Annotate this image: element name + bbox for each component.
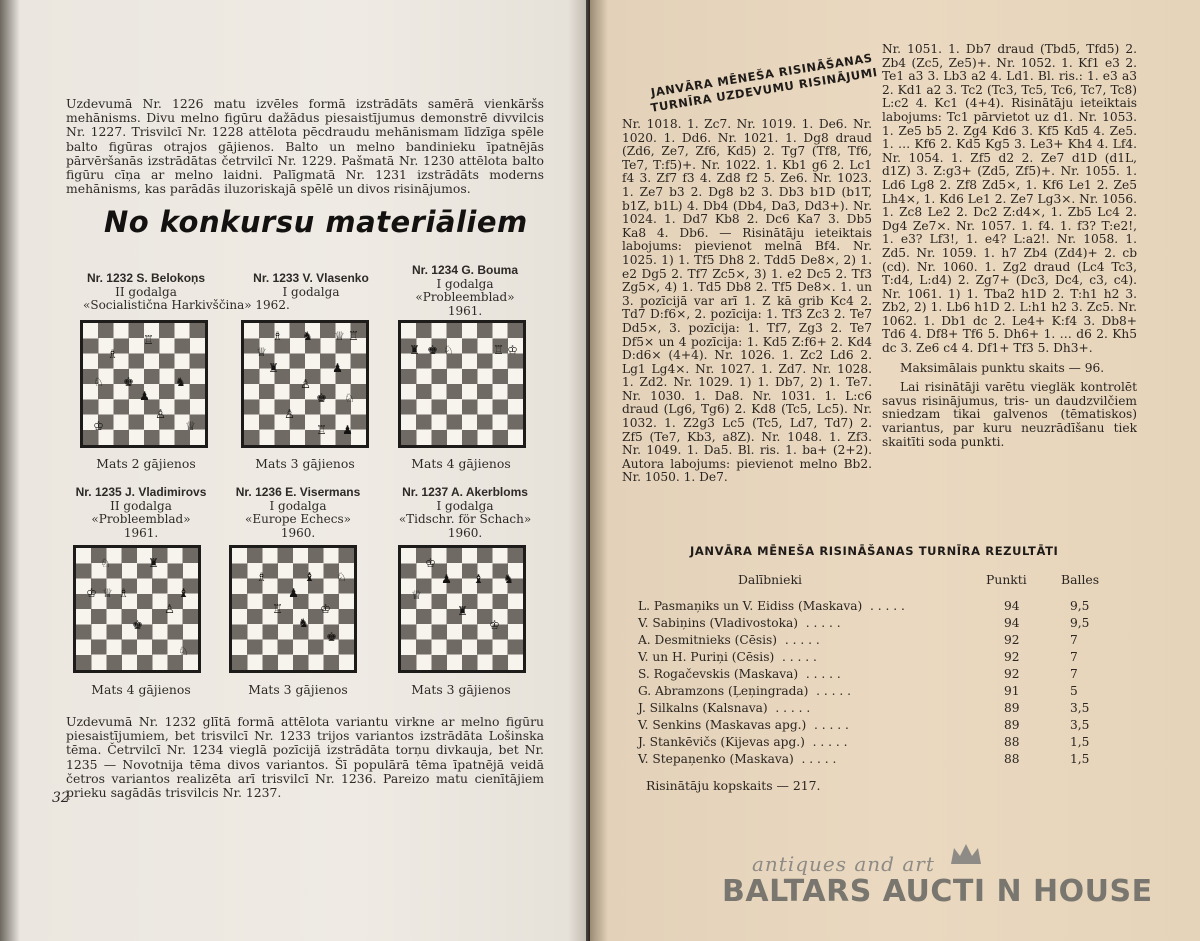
chess-piece-icon: ♝ bbox=[178, 586, 189, 600]
crown-icon bbox=[948, 840, 984, 868]
chess-piece-icon: ♞ bbox=[302, 329, 313, 343]
problem-source: «Probleemblad» 1961. bbox=[91, 512, 191, 540]
advice-paragraph: Lai risinātāji varētu viegläk kontrolēt savus risinājumus, tris- un daudzvilčiem sniedzam tikai galvenos (tēmatiskos) variantus, par kuru neuzrādīšanu tiek skaitīti soda punkti. bbox=[882, 380, 1137, 449]
max-points: Maksimālais punktu skaits — 96. bbox=[900, 360, 1105, 375]
chess-piece-icon: ♙ bbox=[300, 377, 311, 391]
chess-piece-icon: ♔ bbox=[489, 618, 500, 632]
results-col-balls: Balles bbox=[1061, 572, 1100, 587]
results-col-points: Punkti bbox=[986, 572, 1027, 587]
chess-piece-icon: ♝ bbox=[473, 572, 484, 586]
results-points: 88 bbox=[1004, 752, 1020, 766]
chess-piece-icon: ♟ bbox=[288, 586, 299, 600]
results-points: 91 bbox=[1004, 684, 1020, 698]
results-row bbox=[638, 718, 1098, 734]
problem-source: «Probleemblad» 1961. bbox=[415, 290, 515, 318]
chessboard-1236 bbox=[229, 545, 357, 673]
problem-1232-header bbox=[61, 271, 290, 313]
results-balls: 7 bbox=[1070, 667, 1078, 681]
chess-piece-icon: ♞ bbox=[503, 572, 514, 586]
chess-piece-icon: ♗ bbox=[256, 570, 267, 584]
chess-piece-icon: ♕ bbox=[102, 586, 113, 600]
problem-prize: I godalga bbox=[436, 498, 494, 513]
chess-piece-icon: ♖ bbox=[316, 423, 327, 437]
chess-piece-icon: ♖ bbox=[348, 329, 359, 343]
results-points: 89 bbox=[1004, 718, 1020, 732]
problem-1235-caption: Mats 4 gājienos bbox=[91, 682, 191, 697]
results-balls: 3,5 bbox=[1070, 701, 1090, 715]
results-name: V. un H. Puriņi (Cēsis) . . . . . bbox=[638, 650, 817, 664]
chess-piece-icon: ♕ bbox=[411, 588, 422, 602]
solutions-heading: JANVĀRA MĒNEŠA RISINĀŠANAS TURNĪRA UZDEVUMU RISINĀJUMI bbox=[649, 50, 879, 115]
chess-piece-icon: ♚ bbox=[427, 343, 438, 357]
results-name: G. Abramzons (Ļeņingrada) . . . . . bbox=[638, 684, 852, 698]
results-heading: JANVĀRA MĒNEŠA RISINĀŠANAS TURNĪRA REZULTĀTI bbox=[690, 544, 1059, 558]
chess-piece-icon: ♗ bbox=[107, 347, 118, 361]
results-points: 94 bbox=[1004, 599, 1020, 613]
chess-piece-icon: ♙ bbox=[284, 407, 295, 421]
problem-title: Nr. 1233 V. Vlasenko bbox=[253, 271, 369, 285]
results-balls: 7 bbox=[1070, 650, 1078, 664]
results-row bbox=[638, 633, 1098, 649]
chess-piece-icon: ♟ bbox=[332, 361, 343, 375]
chess-piece-icon: ♗ bbox=[118, 586, 129, 600]
results-balls: 1,5 bbox=[1070, 735, 1090, 749]
results-points: 92 bbox=[1004, 650, 1020, 664]
chess-piece-icon: ♘ bbox=[443, 343, 454, 357]
chess-piece-icon: ♘ bbox=[344, 391, 355, 405]
problem-prize: I godalga bbox=[436, 276, 494, 291]
chess-piece-icon: ♕ bbox=[334, 329, 345, 343]
results-row bbox=[638, 701, 1098, 717]
problem-prize: I godalga bbox=[269, 498, 327, 513]
results-balls: 5 bbox=[1070, 684, 1078, 698]
results-col-participants: Dalībnieki bbox=[738, 572, 802, 587]
problem-title: Nr. 1235 J. Vladimirovs bbox=[75, 485, 207, 499]
results-points: 92 bbox=[1004, 667, 1020, 681]
chess-piece-icon: ♟ bbox=[342, 423, 353, 437]
results-row bbox=[638, 752, 1098, 768]
results-name: V. Stepaņenko (Maskava) . . . . . bbox=[638, 752, 837, 766]
results-name: S. Rogačevskis (Maskava) . . . . . bbox=[638, 667, 841, 681]
chess-piece-icon: ♚ bbox=[326, 630, 337, 644]
results-row bbox=[638, 650, 1098, 666]
problem-1234-header bbox=[380, 264, 550, 318]
chess-piece-icon: ♙ bbox=[164, 602, 175, 616]
results-row bbox=[638, 667, 1098, 683]
chessboard-1233 bbox=[241, 320, 369, 448]
problem-title: Nr. 1234 G. Bouma bbox=[411, 263, 519, 277]
problem-1232-caption: Mats 2 gājienos bbox=[96, 456, 196, 471]
results-name: L. Pasmaņiks un V. Eidiss (Maskava) . . . . . bbox=[638, 599, 905, 613]
problem-prize: II godalga bbox=[110, 498, 172, 513]
chessboard-1232 bbox=[80, 320, 208, 448]
results-points: 94 bbox=[1004, 616, 1020, 630]
results-name: A. Desmitnieks (Cēsis) . . . . . bbox=[638, 633, 820, 647]
results-name: J. Silkalns (Kalsnava) . . . . . bbox=[638, 701, 811, 715]
problem-title: Nr. 1237 A. Akerbloms bbox=[402, 485, 528, 499]
total-solvers: Risinātāju kopskaits — 217. bbox=[646, 778, 821, 793]
problem-1237-header bbox=[380, 486, 550, 540]
chess-piece-icon: ♞ bbox=[298, 616, 309, 630]
chess-piece-icon: ♚ bbox=[316, 391, 327, 405]
problem-1237-caption: Mats 3 gājienos bbox=[411, 682, 511, 697]
chess-piece-icon: ♟ bbox=[441, 572, 452, 586]
section-heading: No konkursu materiāliem bbox=[104, 205, 528, 239]
problem-source: «Europe Echecs» 1960. bbox=[245, 512, 351, 540]
results-name: V. Senkins (Maskavas apg.) . . . . . bbox=[638, 718, 849, 732]
chess-piece-icon: ♗ bbox=[272, 329, 283, 343]
chessboard-1237 bbox=[398, 545, 526, 673]
results-name: J. Stankēvičs (Kijevas apg.) . . . . . bbox=[638, 735, 848, 749]
problem-title: Nr. 1232 S. Belokoņs bbox=[86, 271, 206, 285]
chess-piece-icon: ♞ bbox=[175, 375, 186, 389]
problem-1234-caption: Mats 4 gājienos bbox=[411, 456, 511, 471]
chess-piece-icon: ♜ bbox=[457, 604, 468, 618]
chess-piece-icon: ♔ bbox=[425, 556, 436, 570]
page-number: 32 bbox=[52, 790, 70, 806]
chess-piece-icon: ♜ bbox=[148, 556, 159, 570]
chess-piece-icon: ♖ bbox=[272, 602, 283, 616]
problem-prize: II godalga bbox=[115, 284, 177, 299]
left-page bbox=[0, 0, 592, 941]
problem-1233-header bbox=[226, 272, 396, 299]
results-points: 92 bbox=[1004, 633, 1020, 647]
chess-piece-icon: ♔ bbox=[86, 586, 97, 600]
chess-piece-icon: ♘ bbox=[178, 644, 189, 658]
chess-piece-icon: ♚ bbox=[132, 618, 143, 632]
chess-piece-icon: ♙ bbox=[155, 407, 166, 421]
problem-1236-caption: Mats 3 gājienos bbox=[248, 682, 348, 697]
results-balls: 7 bbox=[1070, 633, 1078, 647]
chess-piece-icon: ♜ bbox=[409, 343, 420, 357]
chess-piece-icon: ♝ bbox=[304, 570, 315, 584]
chess-piece-icon: ♕ bbox=[185, 419, 196, 433]
solutions-column-2 bbox=[882, 43, 1137, 449]
chessboard-1235 bbox=[73, 545, 201, 673]
chess-piece-icon: ♜ bbox=[268, 361, 279, 375]
problem-1233-caption: Mats 3 gājienos bbox=[255, 456, 355, 471]
chess-piece-icon: ♘ bbox=[336, 570, 347, 584]
chess-piece-icon: ♖ bbox=[143, 333, 154, 347]
problem-source: «Tidschr. för Schach» 1960. bbox=[398, 512, 532, 540]
chess-piece-icon: ♚ bbox=[123, 375, 134, 389]
results-points: 88 bbox=[1004, 735, 1020, 749]
chessboard-1234 bbox=[398, 320, 526, 448]
chess-piece-icon: ♔ bbox=[93, 419, 104, 433]
problem-1235-header bbox=[56, 486, 226, 540]
results-row bbox=[638, 684, 1098, 700]
problem-title: Nr. 1236 E. Visermans bbox=[235, 485, 361, 499]
results-balls: 3,5 bbox=[1070, 718, 1090, 732]
chess-piece-icon: ♔ bbox=[507, 343, 518, 357]
solutions-column-2-text: Nr. 1051. 1. Db7 draud (Tbd5, Tfd5) 2. Zb4 (Zc5, Ze5)+. Nr. 1052. 1. Kf1 e3 2. Te1 a3 3. Lb3 a2 4. Ld1. Bl. ris.: 1. e3 a3 2. Kd1 a2 3. Tc2 (Tc3, Tc5, Tc6, Tc7, Tc8) L:c2 4. Kc1 (4+4). Risinātāju ieteiktais labojums: Tc1 pārvietot uz d1. Nr. 1053. 1. Ze5 b5 2. Zg4 Kd6 3. Kf5 Kd5 4. Ze5. 1. … Kf6 2. Kd5 Kg5 3. Le3+ Kh4 4. Lf4. Nr. 1054. 1. Zf5 d2 2. Ze7 d1D (d1L, d1Z) 3. Z:g3+ (Zd5, Zf5)+. Nr. 1055. 1. Ld6 Lg8 2. Zf8 Zd5×, 1. Kf6 Le1 2. Ze5 Lh4×, 1. Kd6 Le1 2. Ze7 Lg3×. Nr. 1056. 1. Zc8 Le2 2. Dc2 Z:d4×, 1. Zb5 Lc4 2. Dg4 Ze7×. Nr. 1057. 1. f4. 1. f3? T:e2!, 1. e3? Lf3!, 1. e4? L:a2!. Nr. 1058. 1. Zd5. Nr. 1059. 1. h7 Zb4 (Zd4)+ 2. cb (cd). Nr. 1060. 1. Zg2 draud (Lc4 Tc3, T:d4, L:d4) 2. Zg7+ (Dc3, Dc4, c3, c4). Nr. 1061. 1) 1. Tba2 h1D 2. T:h1 h2 3. Zb2, 2) 1. Lb6 h1D 2. L:h1 h2 3. Zc5. Nr. 1062. 1. Db1 dc 2. Le4+ K:f4 3. Db8+ Td6 4. Df8+ Tf6 5. Dh6+ 1. … d6 2. Kh5 dc 3. Ze6 c4 4. Df1+ Tf3 5. Dh3+. bbox=[882, 42, 1137, 356]
results-row bbox=[638, 599, 1098, 615]
watermark-tagline: antiques and art bbox=[752, 852, 935, 876]
intro-paragraph: Uzdevumā Nr. 1226 matu izvēles formā izstrādāts samērā vienkāršs mehānisms. Divu melno figūru dažādus piesaistījumus demonstrē divvilcis Nr. 1227. Trisvilcī Nr. 1228 attēlota pēcdraudu mehānismam līdzīga spēle balto figūras otrajos gājienos. Balto un melno bandinieku īpatnējās pārvēršanās izstrādātas četrvilcī Nr. 1229. Pašmatā Nr. 1230 attēlota balto figūru cīņa ar melno laidni. Palīgmatā Nr. 1231 izstrādāts moderns mehānisms, kas parādās iluzoriskajā spēlē un divos risinājumos. bbox=[66, 96, 544, 197]
bottom-paragraph: Uzdevumā Nr. 1232 glītā formā attēlota variantu virkne ar melno figūru piesaistījumiem, bet trisvilcī Nr. 1233 trijos variantos izstrādāta Lošinska tēma. Četrvilcī Nr. 1234 vieglā pozīcijā izstrādāta torņu divkauja, bet Nr. 1235 — Novotnija tēma divos variantos. Šī populārā tēma īpatnējā veidā četros variantos realizēta arī trisvilcī Nr. 1236. Pareizo matu cienītājiem prieku sagādās trisvilcis Nr. 1237. bbox=[66, 714, 544, 801]
problem-source: «Socialistična Harkivščina» 1962. bbox=[83, 298, 290, 313]
chess-piece-icon: ♕ bbox=[256, 345, 267, 359]
results-row bbox=[638, 616, 1098, 632]
results-row bbox=[638, 735, 1098, 751]
results-name: V. Sabiņins (Vladivostoka) . . . . . bbox=[638, 616, 841, 630]
problem-1236-header bbox=[213, 486, 383, 540]
chess-piece-icon: ♟ bbox=[139, 389, 150, 403]
results-balls: 1,5 bbox=[1070, 752, 1090, 766]
results-balls: 9,5 bbox=[1070, 599, 1090, 613]
chess-piece-icon: ♘ bbox=[93, 375, 104, 389]
chess-piece-icon: ♘ bbox=[100, 556, 111, 570]
problem-prize: I godalga bbox=[282, 284, 340, 299]
results-points: 89 bbox=[1004, 701, 1020, 715]
watermark-name: BALTARS AUCTI N HOUSE bbox=[722, 874, 1153, 909]
chess-piece-icon: ♔ bbox=[320, 602, 331, 616]
results-balls: 9,5 bbox=[1070, 616, 1090, 630]
solutions-column-1: Nr. 1018. 1. Zc7. Nr. 1019. 1. De6. Nr. 1020. 1. Dd6. Nr. 1021. 1. Dg8 draud (Zd6, Ze7, Zf6, Kd5) 2. Tg7 (Tf8, Tf6, Te7, T:f5)+. Nr. 1022. 1. Kb1 g6 2. Lc1 f4 3. Zf7 f3 4. Zd8 f2 5. Ze6. Nr. 1023. 1. Ze7 b3 2. Dg8 b2 3. Db3 b1D (b1T, b1Z, b1L) 4. Db4 (Db4, Da3, Dd3+). Nr. 1024. 1. Dd7 Kb8 2. Dc6 Ka7 3. Db5 Ka8 4. Db6. — Risinātāju ieteiktais labojums: pievienot melnā Bf4. Nr. 1025. 1) 1. Tf5 Dh8 2. Tdd5 De8×, 2) 1. e2 Dg5 2. Tf7 Zc5×, 3) 1. e2 Dc5 2. Tf3 Zg5×, 4) 1. Td5 Db8 2. Tf5 De8×. 1. un 3. pozīcijā var arī 1. Z kā grib Kc4 2. Td7 D:f6×, 2. pozīcija: 1. Tf3 Zc3 2. Te7 Dd5×, 3. pozīcija: 1. Tf7, Zg3 2. Te7 Df5× un 4 pozīcija: 1. Kd5 Z:f6+ 2. Kd4 D:d6× (4+4). Nr. 1026. 1. Zc2 Ld6 2. Lg1 Lg4×. Nr. 1027. 1. Zd7. Nr. 1028. 1. Zd2. Nr. 1029. 1) 1. Db7, 2) 1. Te7. Nr. 1030. 1. Da8. Nr. 1031. 1. L:c6 draud (Lg6, Tg6) 2. Kd8 (Tc5, Lc5). Nr. 1032. 1. Z2g3 Lc5 (Tc5, Ld7, Td7) 2. Zf5 (Te7, Kb3, a8Z). Nr. 1048. 1. Zf3. Nr. 1049. 1. Da5. Bl. ris. 1. ba+ (2+2). Autora labojums: pievienot melno Bb2. Nr. 1050. 1. De7. bbox=[622, 117, 872, 485]
chess-piece-icon: ♖ bbox=[493, 343, 504, 357]
